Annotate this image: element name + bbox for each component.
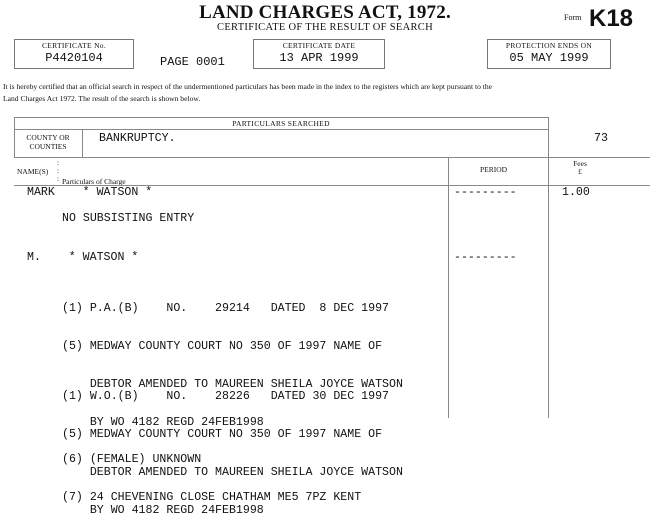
protection-date-label: PROTECTION ENDS ON (505, 41, 593, 50)
charge-block-2 (62, 366, 403, 530)
county-value: BANKRUPTCY. (99, 132, 176, 145)
no-subsisting-entry: NO SUBSISTING ENTRY (62, 212, 195, 225)
rule-period-left (448, 157, 449, 418)
certification-statement (3, 81, 643, 105)
form-number: K18 (589, 5, 634, 32)
county-label (14, 133, 82, 151)
certificate-number-value: P4420104 (45, 51, 103, 65)
rule-county-divider (82, 129, 83, 157)
certificate-date-value: 13 APR 1999 (279, 51, 359, 65)
certificate-date-label: CERTIFICATE DATE (282, 41, 356, 50)
certificate-number-box (14, 39, 134, 69)
certificate-date-box (253, 39, 385, 69)
entry-period-1: --------- (454, 186, 517, 199)
rule-right (548, 117, 549, 157)
certification-line-1: It is hereby certified that an official search in respect of the undermentioned particulars has been made in the index to the registers which are kept pursuant to the (3, 82, 493, 91)
period-column-header: PERIOD (480, 165, 508, 174)
entry-name-2: M. * WATSON * (27, 251, 139, 264)
rule-top (14, 117, 548, 118)
protection-date-box (487, 39, 611, 69)
charge-line: (7) 24 CHEVENING CLOSE CHATHAM ME5 7PZ KENT (62, 491, 362, 505)
charge-line: DEBTOR AMENDED TO MAUREEN SHEILA JOYCE WATSON (62, 465, 403, 479)
fees-column-header (568, 160, 592, 176)
names-colon: : : : (57, 158, 60, 183)
charge-line: (5) MEDWAY COUNTY COURT NO 350 OF 1997 NAME OF (62, 339, 383, 353)
protection-date-value: 05 MAY 1999 (509, 51, 589, 65)
certification-line-2: Land Charges Act 1972. The result of the search is shown below. (3, 94, 201, 103)
county-label-line-1: COUNTY OR (26, 133, 70, 142)
charge-line: (1) W.O.(B) NO. 28226 DATED 30 DEC 1997 (62, 390, 389, 404)
entry-fee-1: 1.00 (562, 186, 590, 199)
search-count: 73 (594, 132, 608, 145)
particulars-header: PARTICULARS SEARCHED (232, 119, 330, 128)
fees-unit: £ (578, 167, 582, 176)
names-column-header: NAME(S) (17, 167, 49, 176)
certificate-number-label: CERTIFICATE No. (41, 41, 107, 50)
fees-label: Fees (573, 159, 587, 168)
entry-name-1: MARK * WATSON * (27, 186, 153, 199)
charge-line: (1) P.A.(B) NO. 29214 DATED 8 DEC 1997 (62, 302, 389, 316)
charge-line: BY WO 4182 REGD 24FEB1998 (62, 503, 264, 517)
form-label: Form (564, 13, 582, 22)
particulars-column-header: Particulars of Charge (62, 177, 126, 186)
charge-line: BY WO 4182 REGD 24FEB1998 (62, 415, 264, 429)
document-title: LAND CHARGES ACT, 1972. (199, 2, 451, 23)
county-label-line-2: COUNTIES (29, 142, 67, 151)
rule-under-header (14, 129, 548, 130)
rule-under-particulars (14, 157, 650, 158)
page-number: PAGE 0001 (160, 55, 225, 69)
entry-period-2: --------- (454, 251, 517, 264)
charge-line: DEBTOR AMENDED TO MAUREEN SHEILA JOYCE WATSON (62, 377, 403, 391)
rule-period-right (548, 157, 549, 418)
charge-line: (6) (FEMALE) UNKNOWN (62, 453, 202, 467)
document-subtitle: CERTIFICATE OF THE RESULT OF SEARCH (217, 22, 433, 33)
charge-line: (5) MEDWAY COUNTY COURT NO 350 OF 1997 NAME OF (62, 427, 383, 441)
